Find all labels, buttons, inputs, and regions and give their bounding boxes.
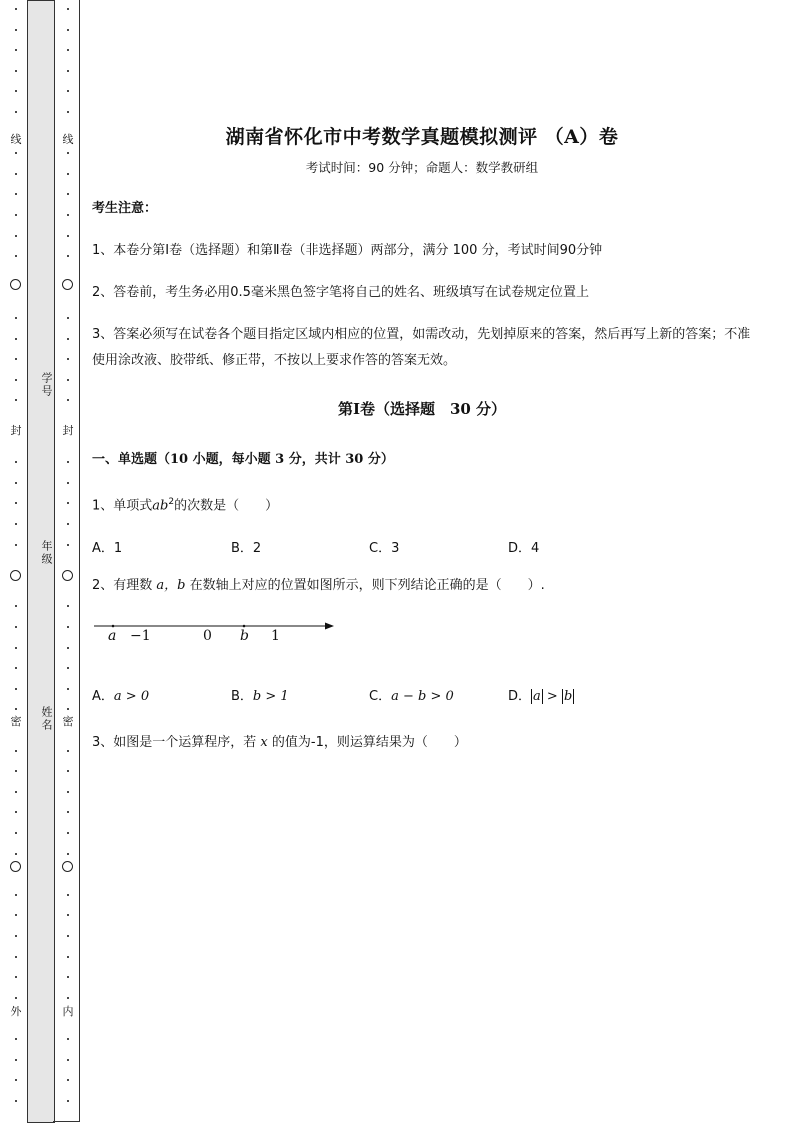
cut-line-dot — [15, 49, 17, 51]
cut-line-dot — [15, 770, 17, 772]
cut-line-dot — [67, 214, 69, 216]
cut-line-dot — [67, 1038, 69, 1040]
cut-line-dot — [67, 1059, 69, 1061]
margin-frame-line — [79, 0, 80, 1121]
option-expression: a − b > 0 — [391, 689, 454, 704]
cut-line-dot — [67, 49, 69, 51]
question-text: 2、有理数 — [92, 578, 157, 593]
cut-line-dot — [67, 997, 69, 999]
notice-heading: 考生注意： — [92, 201, 158, 216]
cut-line-dot — [67, 502, 69, 504]
cut-line-dot — [67, 461, 69, 463]
cut-line-dot — [15, 235, 17, 237]
cut-line-dot — [15, 90, 17, 92]
seal-char: 线 — [58, 133, 78, 147]
cut-line-dot — [15, 894, 17, 896]
cut-line-dot — [67, 1079, 69, 1081]
cut-line-dot — [67, 626, 69, 628]
cut-line-dot — [15, 461, 17, 463]
cut-line-dot — [15, 605, 17, 607]
seal-circle — [10, 570, 21, 581]
cut-line-dot — [15, 399, 17, 401]
cut-line-dot — [15, 8, 17, 10]
seal-circle — [62, 861, 73, 872]
option-a[interactable] — [92, 685, 149, 704]
grade-field: 年级 — [40, 540, 53, 566]
option-c[interactable] — [369, 685, 454, 704]
cut-line-dot — [15, 338, 17, 340]
question-1-options — [92, 537, 752, 557]
cut-line-dot — [67, 399, 69, 401]
cut-line-dot — [67, 70, 69, 72]
option-c[interactable]: C．3 — [369, 541, 400, 556]
cut-line-dot — [67, 523, 69, 525]
math-term: ab — [152, 498, 169, 514]
part-heading: 一、单选题（10 小题，每小题 3 分，共计 30 分） — [92, 452, 394, 467]
cut-line-dot — [67, 688, 69, 690]
cut-line-dot — [15, 70, 17, 72]
cut-line-dot — [15, 1059, 17, 1061]
student-id-field: 学号 — [40, 372, 53, 398]
cut-line-dot — [15, 358, 17, 360]
cut-line-dot — [15, 152, 17, 154]
cut-line-dot — [15, 502, 17, 504]
seal-circle — [62, 570, 73, 581]
cut-line-dot — [15, 317, 17, 319]
cut-line-dot — [67, 193, 69, 195]
option-b[interactable]: B．2 — [231, 541, 262, 556]
exam-meta: 考试时间：90 分钟；命题人：数学教研组 — [305, 160, 539, 175]
cut-line-dot — [15, 935, 17, 937]
seal-circle — [62, 279, 73, 290]
cut-line-dot — [15, 708, 17, 710]
seal-char: 内 — [58, 1005, 78, 1019]
notice-item: 1、本卷分第Ⅰ卷（选择题）和第Ⅱ卷（非选择题）两部分，满分 100 分，考试时间90分钟 — [92, 243, 603, 258]
math-vars: a，b — [156, 578, 186, 593]
option-expression: b > 1 — [252, 689, 289, 704]
outer-seal-column — [6, 0, 26, 1123]
number-line-label: −1 — [130, 628, 151, 644]
option-d[interactable]: D．4 — [508, 541, 540, 556]
cut-line-dot — [15, 193, 17, 195]
question-2-options — [92, 685, 752, 705]
option-letter: B． — [231, 689, 253, 704]
cut-line-dot — [67, 647, 69, 649]
cut-line-dot — [15, 523, 17, 525]
option-operator: > — [542, 689, 562, 704]
cut-line-dot — [15, 647, 17, 649]
cut-line-dot — [15, 997, 17, 999]
question-text: 在数轴上对应的位置如图所示，则下列结论正确的是（ ）. — [185, 578, 545, 593]
cut-line-dot — [15, 832, 17, 834]
cut-line-dot — [15, 111, 17, 113]
cut-line-dot — [67, 853, 69, 855]
cut-line-dot — [15, 914, 17, 916]
cut-line-dot — [15, 811, 17, 813]
seal-char: 封 — [6, 424, 26, 438]
seal-char: 线 — [6, 133, 26, 147]
cut-line-dot — [67, 605, 69, 607]
notice-item: 2、答卷前，考生务必用0.5毫米黑色签字笔将自己的姓名、班级填写在试卷规定位置上 — [92, 285, 589, 300]
option-letter: A． — [92, 689, 114, 704]
seal-circle — [10, 861, 21, 872]
seal-char: 封 — [58, 424, 78, 438]
cut-line-dot — [67, 708, 69, 710]
cut-line-dot — [67, 1100, 69, 1102]
seal-char: 密 — [6, 715, 26, 729]
cut-line-dot — [15, 544, 17, 546]
question-2 — [92, 573, 752, 599]
cut-line-dot — [67, 235, 69, 237]
option-letter: C． — [369, 689, 392, 704]
number-line-label: 1 — [271, 628, 280, 644]
cut-line-dot — [67, 770, 69, 772]
cut-line-dot — [67, 173, 69, 175]
cut-line-dot — [67, 317, 69, 319]
option-letter: D． — [508, 689, 532, 704]
cut-line-dot — [67, 544, 69, 546]
cut-line-dot — [67, 8, 69, 10]
number-line-label: b — [240, 628, 249, 644]
seal-circle — [10, 279, 21, 290]
question-text: 的次数是（ ） — [174, 498, 279, 514]
cut-line-dot — [67, 379, 69, 381]
cut-line-dot — [15, 956, 17, 958]
number-line-label: 0 — [203, 628, 212, 644]
cut-line-dot — [15, 626, 17, 628]
notice-item: 3、答案必须写在试卷各个题目指定区域内相应的位置，如需改动，先划掉原来的答案，然后再写上新的答案；不准使用涂改液、胶带纸、修正带，不按以上要求作答的答案无效。 — [92, 327, 751, 368]
cut-line-dot — [67, 832, 69, 834]
cut-line-dot — [67, 29, 69, 31]
option-a[interactable]: A．1 — [92, 541, 123, 556]
question-text: 1、单项式 — [92, 498, 153, 514]
cut-line-dot — [67, 111, 69, 113]
cut-line-dot — [67, 791, 69, 793]
cut-line-dot — [67, 894, 69, 896]
math-var: x — [260, 735, 268, 750]
section-title: 第Ⅰ卷（选择题 30 分） — [337, 400, 507, 418]
cut-line-dot — [15, 173, 17, 175]
seal-char: 密 — [58, 715, 78, 729]
cut-line-dot — [15, 255, 17, 257]
cut-line-dot — [15, 853, 17, 855]
binding-margin — [0, 0, 82, 1123]
math-exponent: 2 — [168, 497, 175, 507]
option-expression: a > 0 — [113, 689, 150, 704]
question-1 — [92, 489, 752, 519]
cut-line-dot — [67, 667, 69, 669]
number-line-figure — [92, 612, 342, 652]
cut-line-dot — [15, 29, 17, 31]
cut-line-dot — [15, 379, 17, 381]
cut-line-dot — [67, 152, 69, 154]
cut-line-dot — [67, 811, 69, 813]
cut-line-dot — [15, 1079, 17, 1081]
cut-line-dot — [67, 358, 69, 360]
question-text: 的值为-1，则运算结果为（ ） — [267, 735, 467, 750]
option-b[interactable] — [231, 685, 289, 704]
seal-char: 外 — [6, 1005, 26, 1019]
question-text: 3、如图是一个运算程序，若 — [92, 735, 261, 750]
cut-line-dot — [15, 667, 17, 669]
cut-line-dot — [15, 976, 17, 978]
absolute-value: a — [533, 689, 541, 704]
cut-line-dot — [67, 90, 69, 92]
cut-line-dot — [15, 688, 17, 690]
cut-line-dot — [67, 482, 69, 484]
question-3 — [92, 730, 752, 756]
cut-line-dot — [15, 1100, 17, 1102]
page-title: 湖南省怀化市中考数学真题模拟测评 （A）卷 — [225, 126, 619, 148]
cut-line-dot — [15, 482, 17, 484]
cut-line-dot — [67, 914, 69, 916]
absolute-value: b — [563, 689, 573, 704]
cut-line-dot — [67, 750, 69, 752]
number-line-label: a — [108, 628, 117, 644]
cut-line-dot — [67, 255, 69, 257]
cut-line-dot — [67, 935, 69, 937]
cut-line-dot — [15, 1038, 17, 1040]
inner-seal-column — [58, 0, 78, 1123]
option-d[interactable] — [508, 685, 574, 704]
cut-line-dot — [15, 214, 17, 216]
cut-line-dot — [67, 338, 69, 340]
cut-line-dot — [15, 750, 17, 752]
cut-line-dot — [67, 956, 69, 958]
cut-line-dot — [15, 791, 17, 793]
name-field: 姓名 — [40, 706, 53, 732]
cut-line-dot — [67, 976, 69, 978]
